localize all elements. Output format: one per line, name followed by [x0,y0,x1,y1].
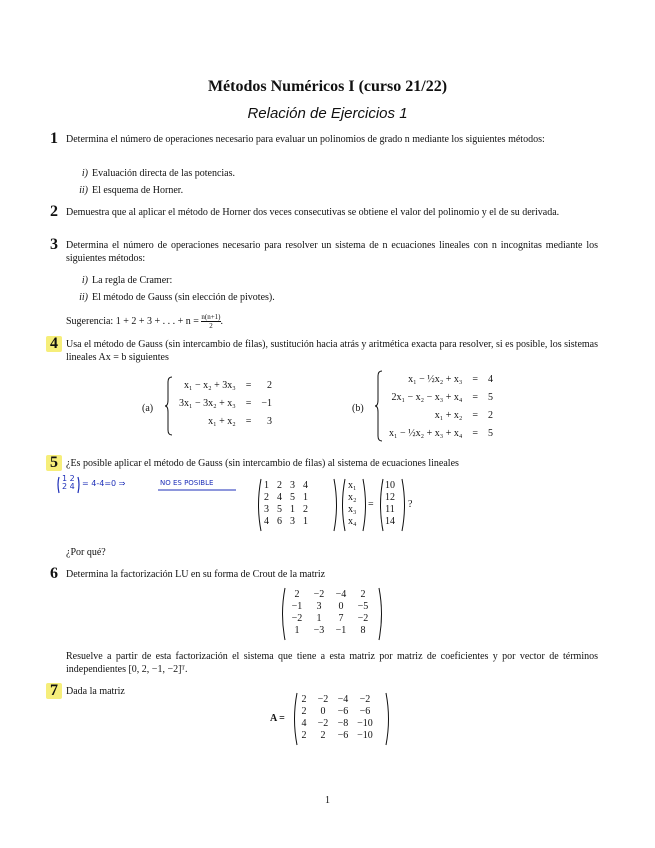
matrix-cell: 14 [385,516,395,527]
matrix-cell: x₄ [348,516,357,527]
matrix-cell: 2 [303,504,308,515]
rhs-vector [381,480,399,528]
matrix-cell: 4 [264,516,269,527]
equation-eq: = [245,397,252,409]
follow-question: ¿Por qué? [66,547,106,558]
equation-lhs: x₁ − ½x₂ + x₃ + x₄ [389,427,463,439]
page-number: 1 [325,795,330,806]
item-label: ii) [79,292,88,303]
equation-rhs: 5 [488,427,494,439]
exercise-number: 6 [50,565,58,582]
exercise-follow-text: Resuelve a partir de esta factorización el sistema que tiene a esta matriz por matriz de coeficientes y por vector de términos independientes [0, 2, −1, −2]ᵀ. [66,651,598,675]
item-text: Evaluación directa de las potencias. [92,168,235,179]
handwritten-matrix-row: 2 4 [62,482,75,491]
matrix-cell: −4 [335,589,347,600]
matrix-cell: −4 [337,694,349,705]
variables-vector [344,480,361,528]
matrix-cell: −6 [337,730,349,741]
equation-eq: = [472,409,479,421]
matrix-cell: −2 [357,613,369,624]
equation-lhs: x₁ + x₂ [208,415,236,427]
matrix-cell: −8 [337,718,349,729]
matrix-entries [295,694,377,742]
matrix-cell: 4 [301,718,307,729]
matrix-cell: −6 [359,706,371,717]
list-item [72,291,275,304]
equation-lhs: 3x₁ − 3x₂ + x₃ [179,397,236,409]
matrix-cell: 2 [301,730,307,741]
item-label: i) [81,168,88,179]
exercise-number: 7 [46,683,62,699]
equation-lhs: x₁ − x₂ + 3x₃ [184,379,236,391]
matrix-cell: 5 [277,504,282,515]
system-a-label: (a) [142,403,154,414]
item-label: ii) [79,185,88,196]
page-title: Métodos Numéricos I (curso 21/22) [207,78,448,95]
matrix-cell: 2 [360,589,366,600]
matrix-cell: 2 [301,706,307,717]
matrix-cell: 10 [385,480,395,491]
matrix-cell: 4 [277,492,282,503]
matrix-cell: 11 [385,504,395,515]
equation-eq: = [245,379,252,391]
matrix-cell: 3 [316,601,322,612]
exercise-number: 5 [46,455,62,471]
matrix-a [292,692,392,746]
list-item [72,184,183,197]
matrix-cell: −1 [291,601,303,612]
handwritten-calc: = 4-4=0 ⇒ [82,479,126,488]
matrix-cell: −3 [313,625,325,636]
question-mark: ? [408,499,413,510]
equation-lhs: x₁ − ½x₂ + x₃ [408,373,463,385]
exercise-text: Usa el método de Gauss (sin intercambio de filas), sustitución hacia atrás y aritmética exacta para resolver, si es posible, los sistemas lineales Ax = b siguientes [66,339,598,363]
matrix-name: A = [270,713,285,724]
equation-rhs: 2 [488,409,494,421]
matrix-cell: 0 [320,706,326,717]
equation-rhs: 4 [488,373,494,385]
matrix-cell: 1 [303,492,308,503]
matrix-cell: 2 [301,694,307,705]
system-b-label: (b) [352,403,364,414]
matrix-cell: −2 [317,718,329,729]
item-text: El método de Gauss (sin elección de pivotes). [92,292,275,303]
hint-denominator: 2 [209,322,213,330]
exercise-text: Determina el número de operaciones necesario para resolver un sistema de n ecuaciones lineales con n incognitas mediante los siguientes métodos: [66,240,598,264]
equation-eq: = [472,427,479,439]
matrix-cell: 6 [277,516,282,527]
exercise-number: 2 [50,203,58,220]
equation-eq: = [472,373,479,385]
matrix-cell: −10 [357,718,373,729]
matrix-cell: 1 [290,504,295,515]
equation-eq: = [472,391,479,403]
equation-rhs: −1 [261,397,273,409]
page-subtitle: Relación de Ejercicios 1 [247,105,408,122]
handwritten-note [56,474,246,496]
list-item [72,167,235,180]
matrix-cell: −2 [317,694,329,705]
left-brace-icon [164,376,174,436]
matrix-cell: 1 [303,516,308,527]
exercise-text: Determina la factorización LU en su forma de Crout de la matriz [66,569,326,580]
hint-label: Sugerencia: [66,315,114,327]
equation-eq: = [245,415,252,427]
exercise-text: ¿Es posible aplicar el método de Gauss (sin intercambio de filas) al sistema de ecuaciones lineales [66,458,459,469]
matrix-cell: 1 [264,480,269,491]
exercise-number: 1 [50,130,58,147]
matrix-cell: 4 [303,480,308,491]
equation-rhs: 5 [488,391,494,403]
exercise-text: Determina el número de operaciones necesario para evaluar un polinomios de grado n mediante los siguientes métodos: [66,134,545,145]
hint-formula: 1 + 2 + 3 + . . . + n = [115,315,199,327]
matrix-cell: 1 [294,625,300,636]
matrix-cell: 3 [290,480,295,491]
equals-sign: = [368,499,374,510]
equation-rhs: 2 [267,379,273,391]
matrix-cell: −5 [357,601,369,612]
matrix-cell: 0 [338,601,344,612]
matrix-cell: 3 [290,516,295,527]
handwritten-matrix-row: 1 2 [62,474,75,483]
matrix-cell: 5 [290,492,295,503]
hint-numerator: n(n+1) [201,313,221,321]
matrix-cell: 3 [264,504,269,515]
hint: Sugerencia: 1 + 2 + 3 + . . . + n = $\frac{n(n+1)}{2}$ . [66,313,224,330]
matrix-cell: −1 [335,625,347,636]
matrix-entries [286,589,374,637]
exercise-number: 4 [46,336,62,352]
matrix-cell: x₂ [348,492,357,503]
equation-lhs: 2x₁ − x₂ − x₃ + x₄ [391,391,463,403]
matrix-cell: 8 [360,625,366,636]
exercise-number: 3 [50,236,58,253]
matrix-cell: 2 [277,480,282,491]
crout-matrix [280,587,385,641]
matrix-cell: x₁ [348,480,357,491]
item-text: El esquema de Horner. [92,185,184,196]
matrix-cell: −2 [359,694,371,705]
matrix-cell: 12 [385,492,395,503]
matrix-cell: 2 [320,730,326,741]
equation-lhs: x₁ + x₂ [434,409,463,421]
coefficient-matrix [260,480,312,528]
matrix-cell: −2 [313,589,325,600]
exercise-text: Demuestra que al aplicar el método de Horner dos veces consecutivas se obtiene el valor del polinomio y el de su derivada. [66,207,560,218]
item-text: La regla de Cramer: [92,275,173,286]
matrix-cell: 1 [316,613,322,624]
matrix-cell: 7 [338,613,344,624]
matrix-cell: −10 [357,730,373,741]
exercise-text: Dada la matriz [66,686,125,697]
left-brace-icon [374,370,384,442]
handwritten-answer: NO ES POSIBLE [160,479,214,487]
matrix-cell: −6 [337,706,349,717]
item-label: i) [81,275,88,286]
equation-rhs: 3 [267,415,273,427]
matrix-cell: 2 [264,492,269,503]
matrix-cell: 2 [294,589,300,600]
list-item [72,274,172,287]
matrix-cell: x₃ [348,504,357,515]
matrix-cell: −2 [291,613,303,624]
